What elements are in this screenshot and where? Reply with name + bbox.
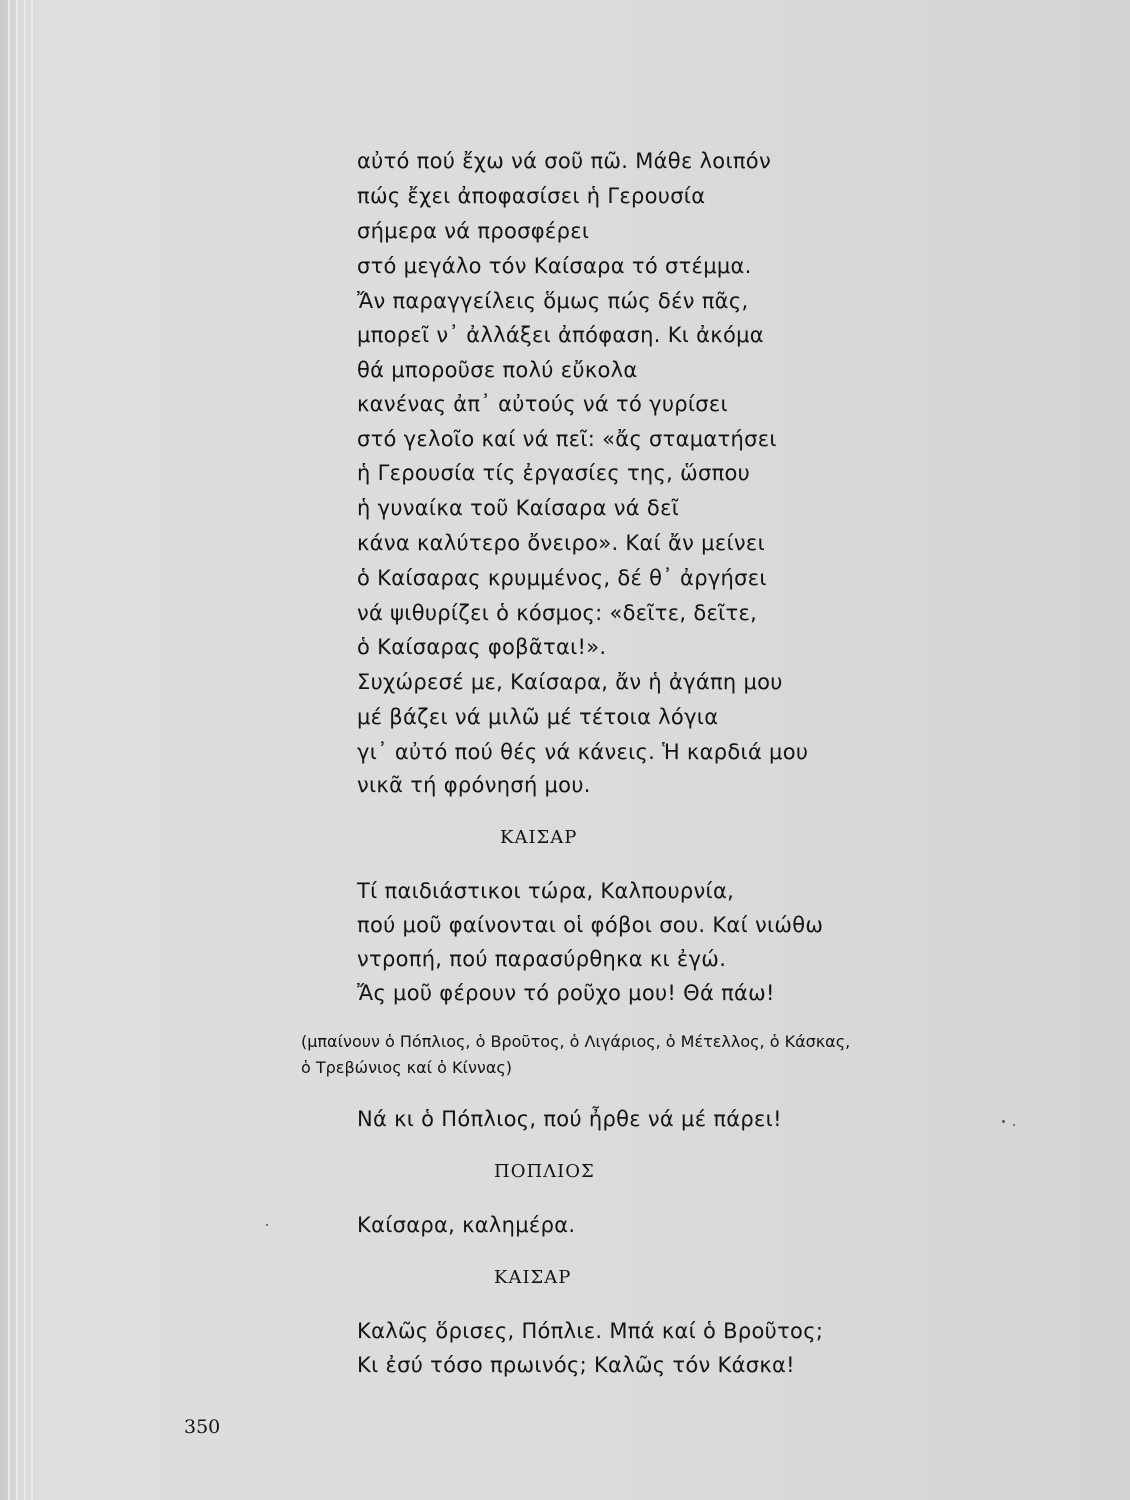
verse-line: ὁ Καίσαρας φοβᾶται!». [357, 635, 607, 659]
verse-line: ἡ Γερουσία τίς ἐργασίες της, ὥσπου [357, 461, 751, 485]
verse-line: ἡ γυναίκα τοῦ Καίσαρα νά δεῖ [357, 496, 680, 520]
verse-line: αὐτό πού ἔχω νά σοῦ πῶ. Μάθε λοιπόν [357, 149, 771, 173]
stage-direction: ὁ Τρεβώνιος καί ὁ Κίννας) [301, 1058, 512, 1077]
verse-line: ντροπή, πού παρασύρθηκα κι ἐγώ. [357, 947, 727, 971]
verse-line: Καίσαρα, καλημέρα. [357, 1213, 576, 1237]
verse-line: στό γελοῖο καί νά πεῖ: «ἄς σταματήσει [357, 427, 777, 451]
page-edge [24, 0, 26, 1500]
verse-line: μπορεῖ ν᾿ ἀλλάξει ἀπόφαση. Κι ἀκόμα [357, 323, 764, 347]
verse-line: Τί παιδιάστικοι τώρα, Καλπουρνία, [357, 879, 735, 903]
verse-line: Ἄν παραγγείλεις ὅμως πώς δέν πᾶς, [357, 289, 749, 313]
verse-line: Καλῶς ὅρισες, Πόπλιε. Μπά καί ὁ Βροῦτος; [357, 1319, 824, 1343]
verse-line: πού μοῦ φαίνονται οἱ φόβοι σου. Καί νιώθω [357, 913, 824, 937]
verse-line: στό μεγάλο τόν Καίσαρα τό στέμμα. [357, 254, 752, 278]
verse-line: Νά κι ὁ Πόπλιος, πού ἦρθε νά μέ πάρει! [357, 1107, 782, 1131]
speaker-name: ΠΟΠΛΙΟΣ [494, 1161, 595, 1182]
verse-line: νικᾶ τή φρόνησή μου. [357, 773, 591, 797]
speaker-name: ΚΑΙΣΑΡ [500, 827, 578, 848]
page-edge [31, 0, 33, 1500]
page-edge [16, 0, 18, 1500]
speaker-name: ΚΑΙΣΑΡ [494, 1267, 572, 1288]
paper-speck [1013, 1124, 1015, 1126]
page-edge [8, 0, 10, 1500]
page-number: 350 [184, 1416, 221, 1438]
verse-line: νά ψιθυρίζει ὁ κόσμος: «δεῖτε, δεῖτε, [357, 601, 758, 625]
verse-line: θά μποροῦσε πολύ εὔκολα [357, 358, 638, 382]
verse-line: μέ βάζει νά μιλῶ μέ τέτοια λόγια [357, 705, 719, 729]
verse-line: γι᾿ αὐτό πού θές νά κάνεις. Ἡ καρδιά μου [357, 740, 809, 764]
verse-line: ὁ Καίσαρας κρυμμένος, δέ θ᾿ ἀργήσει [357, 566, 767, 590]
verse-line: Κι ἐσύ τόσο πρωινός; Καλῶς τόν Κάσκα! [357, 1353, 795, 1377]
verse-line: κάνα καλύτερο ὄνειρο». Καί ἄν μείνει [357, 531, 765, 555]
verse-line: πώς ἔχει ἀποφασίσει ἡ Γερουσία [357, 184, 706, 208]
verse-line: Συχώρεσέ με, Καίσαρα, ἄν ἡ ἀγάπη μου [357, 670, 783, 694]
paper-speck [266, 1224, 268, 1226]
paper-speck [1002, 1120, 1005, 1123]
verse-line: κανένας ἀπ᾿ αὐτούς νά τό γυρίσει [357, 392, 728, 416]
verse-line: σήμερα νά προσφέρει [357, 219, 590, 243]
stage-direction: (μπαίνουν ὁ Πόπλιος, ὁ Βροῦτος, ὁ Λιγάριος, ὁ Μέτελλος, ὁ Κάσκας, [301, 1032, 851, 1051]
verse-line: Ἄς μοῦ φέρουν τό ροῦχο μου! Θά πάω! [357, 981, 775, 1005]
